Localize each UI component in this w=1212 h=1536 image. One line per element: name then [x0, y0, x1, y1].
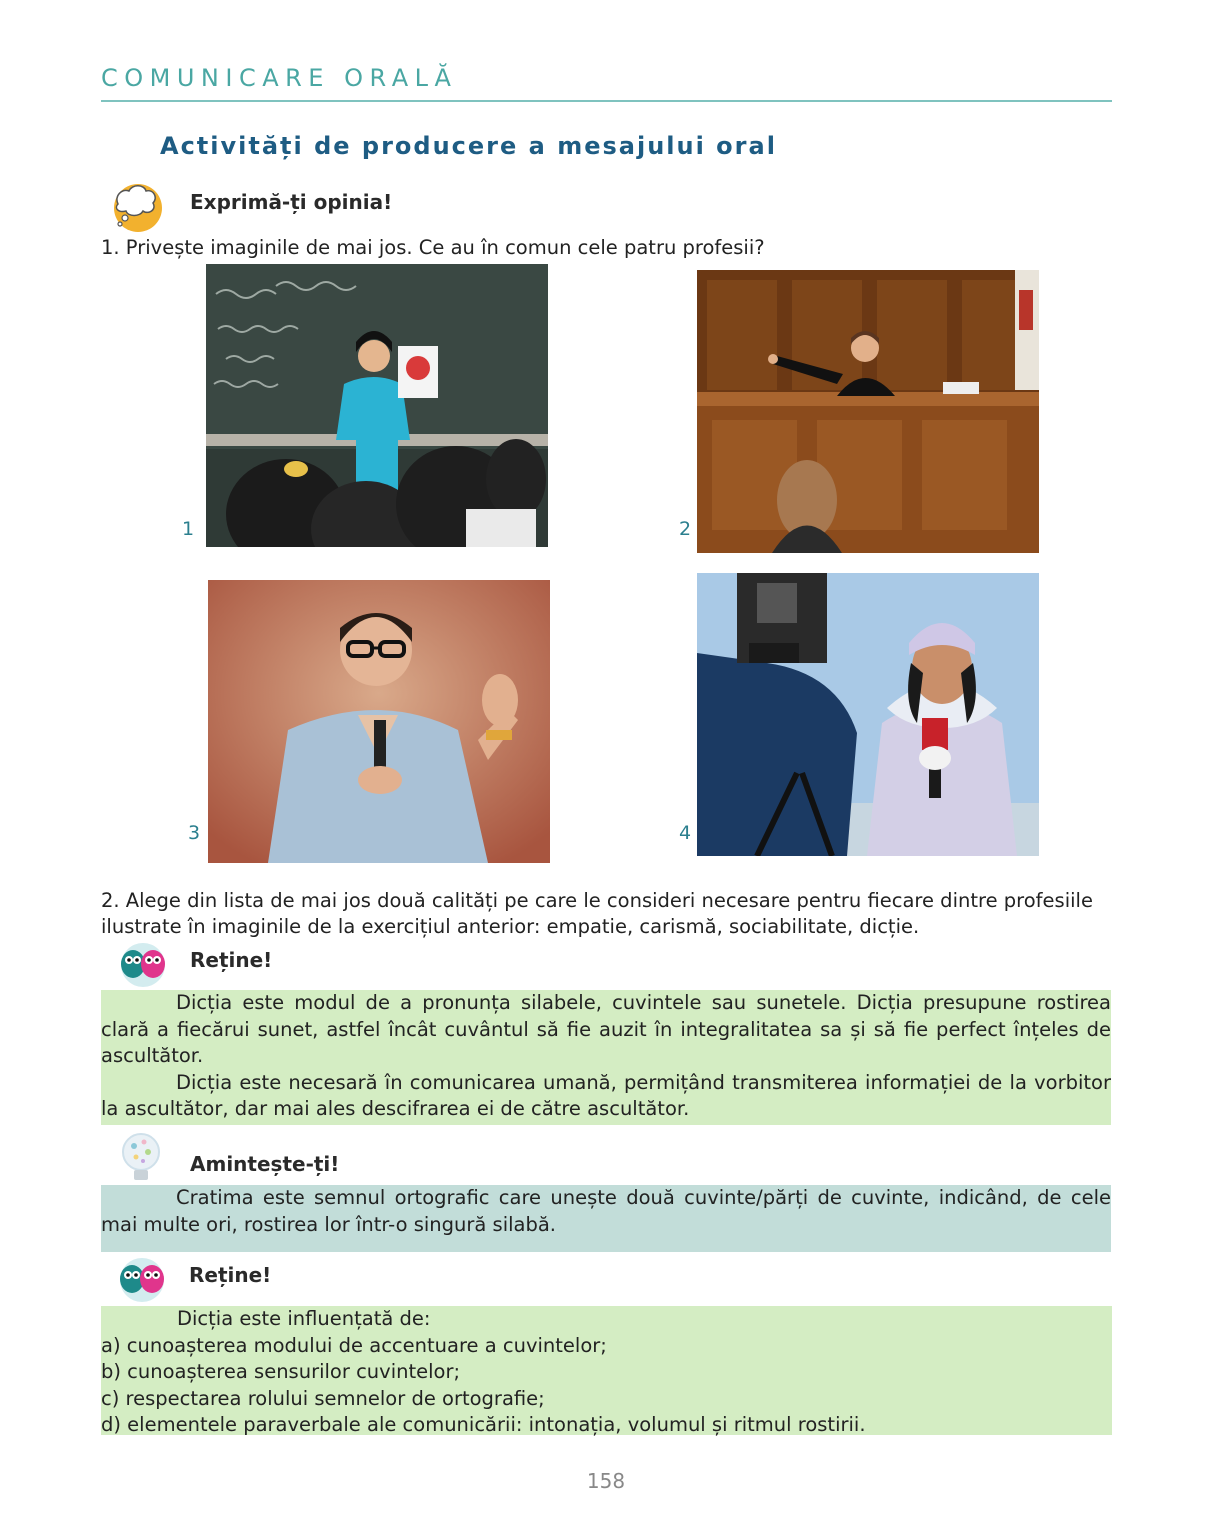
photo-teacher	[206, 264, 548, 547]
aminteste-label: Amintește-ți!	[190, 1152, 340, 1176]
photo-reporter	[697, 573, 1039, 856]
thought-bubble-icon	[108, 178, 164, 234]
retine-1-paragraph-2: Dicția este necesară în comunicarea umană, permițând transmiterea informației de la vorbitor la ascultător, dar mai ales descifrarea ei de către ascultător.	[101, 1070, 1111, 1120]
owls-icon	[116, 938, 170, 988]
exercise-1-text: 1. Privește imaginile de mai jos. Ce au în comun cele patru profesii?	[101, 236, 765, 259]
retine-2-item-d: d) elementele paraverbale ale comunicării: intonația, volumul și ritmul rostirii.	[101, 1413, 866, 1436]
retine-box-1	[101, 990, 1111, 1125]
photo-number-1: 1	[182, 518, 195, 540]
photo-number-3: 3	[188, 822, 201, 844]
retine-2-item-a: a) cunoașterea modului de accentuare a cuvintelor;	[101, 1333, 607, 1357]
aminteste-box	[101, 1185, 1111, 1252]
exercise-2-text: 2. Alege din lista de mai jos două calități pe care le consideri necesare pentru fiecare dintre profesiile ilustrate în imaginile de la exercițiul anterior: empatie, carismă, sociabilitate, dicție.	[101, 889, 1093, 938]
section-title: COMUNICARE ORALĂ	[101, 64, 458, 92]
retine-label-2: Reține!	[189, 1263, 272, 1287]
section-divider	[101, 100, 1112, 102]
photo-speaker	[208, 580, 550, 863]
retine-box-2	[101, 1306, 1112, 1435]
photo-number-4: 4	[679, 822, 692, 844]
retine-1-paragraph-1: Dicția este modul de a pronunța silabele, cuvintele sau sunetele. Dicția presupune rostirea clară a fiecărui sunet, astfel încât cuvântul să fie auzit în integralitatea sa și să fie perfect înțeles de ascultător.	[101, 991, 1111, 1067]
photo-judge	[697, 270, 1039, 553]
retine-2-intro: Dicția este influențată de:	[177, 1307, 431, 1330]
page-subtitle: Activități de producere a mesajului oral	[160, 132, 777, 160]
express-label: Exprimă-ți opinia!	[190, 190, 393, 214]
retine-2-item-b: b) cunoașterea sensurilor cuvintelor;	[101, 1360, 461, 1383]
retine-label-1: Reține!	[190, 948, 273, 972]
page-number: 158	[586, 1469, 626, 1493]
photo-number-2: 2	[679, 518, 692, 540]
lightbulb-icon	[116, 1130, 166, 1186]
owls-icon	[115, 1253, 169, 1303]
aminteste-paragraph: Cratima este semnul ortografic care unește două cuvinte/părți de cuvinte, indicând, de cele mai multe ori, rostirea lor într-o singură silabă.	[101, 1186, 1111, 1236]
retine-2-item-c: c) respectarea rolului semnelor de ortografie;	[101, 1386, 545, 1410]
